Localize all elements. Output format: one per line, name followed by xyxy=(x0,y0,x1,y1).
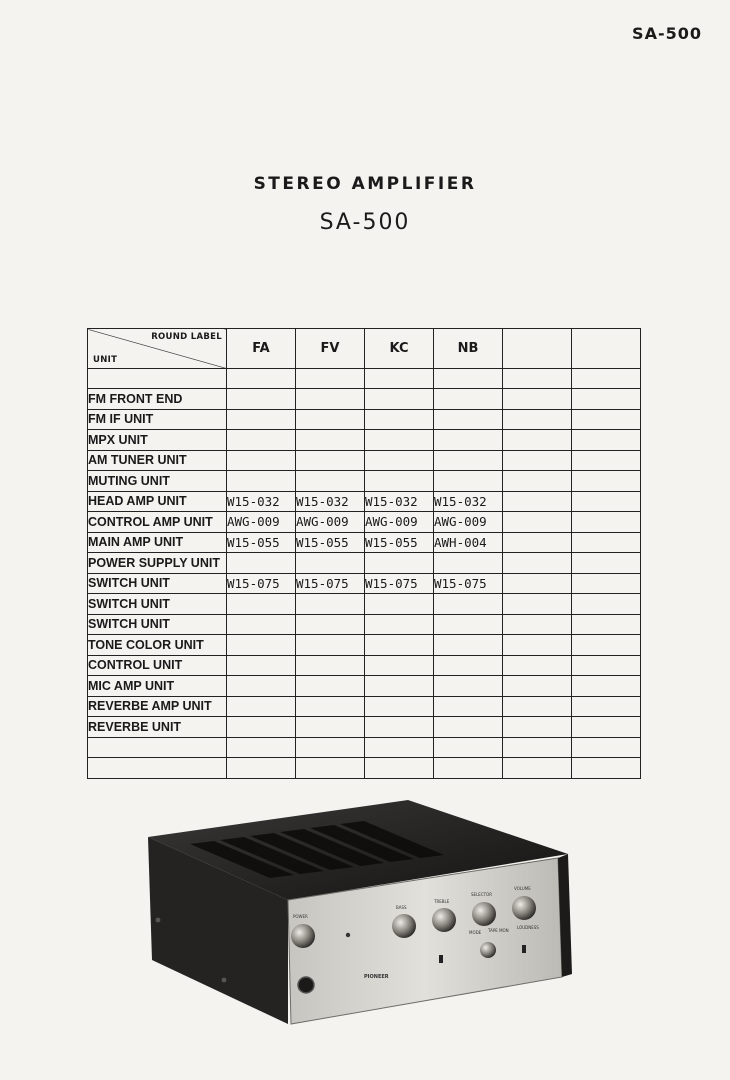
round-label-cell xyxy=(572,450,641,471)
round-label-cell xyxy=(434,717,503,738)
column-header xyxy=(503,329,572,369)
round-label-cell xyxy=(227,635,296,656)
column-header xyxy=(572,329,641,369)
unit-name-cell: SWITCH UNIT xyxy=(88,614,227,635)
round-label-cell xyxy=(434,696,503,717)
round-label-cell xyxy=(227,655,296,676)
table-row xyxy=(88,512,641,533)
unit-heading: UNIT xyxy=(93,355,118,365)
round-label-cell xyxy=(572,696,641,717)
round-label-cell xyxy=(434,614,503,635)
round-label-cell xyxy=(572,614,641,635)
mode-knob-icon xyxy=(480,942,496,958)
round-label-cell xyxy=(503,635,572,656)
unit-name-cell: FM FRONT END xyxy=(88,389,227,410)
round-label-cell: AWG-009 xyxy=(434,512,503,533)
round-label-cell xyxy=(296,737,365,758)
model-number: SA-500 xyxy=(319,210,411,235)
table-row xyxy=(88,614,641,635)
unit-name-cell: POWER SUPPLY UNIT xyxy=(88,553,227,574)
round-label-cell xyxy=(572,676,641,697)
round-label-cell xyxy=(365,717,434,738)
round-label-cell xyxy=(503,450,572,471)
round-label-cell xyxy=(503,676,572,697)
table-row xyxy=(88,409,641,430)
unit-name-cell: MIC AMP UNIT xyxy=(88,676,227,697)
round-label-cell xyxy=(434,737,503,758)
round-label-cell xyxy=(434,471,503,492)
table-row xyxy=(88,676,641,697)
corner-model-number: SA-500 xyxy=(632,24,702,43)
round-label-cell xyxy=(365,409,434,430)
round-label-cell xyxy=(227,471,296,492)
unit-name-cell: CONTROL UNIT xyxy=(88,655,227,676)
round-label-cell xyxy=(365,696,434,717)
selector-label: SELECTOR xyxy=(471,892,492,897)
treble-knob-icon xyxy=(432,908,456,932)
round-label-cell xyxy=(296,655,365,676)
brand-logo: PIONEER xyxy=(364,974,389,980)
round-label-cell xyxy=(227,676,296,697)
table-spacer-row xyxy=(88,369,641,389)
unit-name-cell xyxy=(88,758,227,779)
round-label-cell xyxy=(572,655,641,676)
round-label-cell xyxy=(227,450,296,471)
round-label-cell xyxy=(365,614,434,635)
table-row xyxy=(88,532,641,553)
round-label-cell xyxy=(365,430,434,451)
table-row xyxy=(88,635,641,656)
round-label-cell xyxy=(365,737,434,758)
power-label: POWER xyxy=(293,914,308,919)
column-header: FA xyxy=(227,329,296,369)
header-diagonal-cell xyxy=(88,329,227,369)
round-label-cell xyxy=(572,635,641,656)
round-label-cell: AWG-009 xyxy=(296,512,365,533)
bass-label: BASS xyxy=(396,905,407,910)
volume-knob-icon xyxy=(512,896,536,920)
toggle-switch-icon xyxy=(439,955,443,963)
round-label-cell xyxy=(503,594,572,615)
round-label-cell xyxy=(434,676,503,697)
column-header: NB xyxy=(434,329,503,369)
unit-table xyxy=(87,328,641,779)
round-label-cell xyxy=(434,594,503,615)
round-label-cell xyxy=(227,737,296,758)
mode-label: MODE xyxy=(469,930,482,935)
round-label-cell xyxy=(503,532,572,553)
treble-label: TREBLE xyxy=(434,899,450,904)
unit-name-cell: MUTING UNIT xyxy=(88,471,227,492)
volume-label: VOLUME xyxy=(514,886,531,891)
round-label-cell xyxy=(296,450,365,471)
unit-name-cell: CONTROL AMP UNIT xyxy=(88,512,227,533)
round-label-cell xyxy=(227,717,296,738)
round-label-cell: W15-032 xyxy=(434,491,503,512)
round-label-cell: W15-032 xyxy=(296,491,365,512)
unit-name-cell: HEAD AMP UNIT xyxy=(88,491,227,512)
column-header: KC xyxy=(365,329,434,369)
round-label-cell xyxy=(296,553,365,574)
selector-knob-icon xyxy=(472,902,496,926)
round-label-cell xyxy=(296,430,365,451)
round-label-cell xyxy=(296,717,365,738)
unit-name-cell: MPX UNIT xyxy=(88,430,227,451)
round-label-cell xyxy=(434,635,503,656)
round-label-cell xyxy=(572,430,641,451)
table-row xyxy=(88,737,641,758)
round-label-cell xyxy=(503,491,572,512)
round-label-cell xyxy=(365,676,434,697)
round-label-cell xyxy=(572,553,641,574)
amplifier-photo xyxy=(128,792,578,1052)
table-header-row xyxy=(88,329,641,369)
round-label-cell xyxy=(503,553,572,574)
unit-name-cell: SWITCH UNIT xyxy=(88,594,227,615)
round-label-cell xyxy=(434,409,503,430)
round-label-cell xyxy=(503,696,572,717)
round-label-cell: AWH-004 xyxy=(434,532,503,553)
round-label-cell xyxy=(503,614,572,635)
table-row xyxy=(88,471,641,492)
loudness-label: LOUDNESS xyxy=(517,925,539,930)
unit-name-cell: REVERBE UNIT xyxy=(88,717,227,738)
round-label-cell: W15-075 xyxy=(296,573,365,594)
round-label-cell xyxy=(503,471,572,492)
toggle-switch-icon xyxy=(522,945,526,953)
round-label-cell xyxy=(365,471,434,492)
table-row xyxy=(88,758,641,779)
round-label-cell xyxy=(296,389,365,410)
round-label-cell xyxy=(365,655,434,676)
round-label-cell xyxy=(572,758,641,779)
round-label-cell: W15-075 xyxy=(434,573,503,594)
column-header: FV xyxy=(296,329,365,369)
round-label-cell: AWG-009 xyxy=(227,512,296,533)
round-label-cell xyxy=(503,737,572,758)
round-label-cell xyxy=(227,758,296,779)
round-label-cell xyxy=(296,696,365,717)
table-row xyxy=(88,696,641,717)
table-row xyxy=(88,717,641,738)
round-label-cell xyxy=(572,573,641,594)
round-label-cell xyxy=(572,532,641,553)
table-row xyxy=(88,491,641,512)
round-label-cell xyxy=(296,409,365,430)
round-label-cell xyxy=(434,450,503,471)
round-label-cell xyxy=(434,553,503,574)
round-label-cell xyxy=(434,655,503,676)
round-label-cell xyxy=(572,737,641,758)
round-label-cell xyxy=(503,655,572,676)
round-label-cell xyxy=(503,512,572,533)
round-label-cell xyxy=(296,676,365,697)
table-row xyxy=(88,573,641,594)
round-label-cell xyxy=(365,635,434,656)
round-label-cell: W15-055 xyxy=(296,532,365,553)
bass-knob-icon xyxy=(392,914,416,938)
round-label-cell xyxy=(503,409,572,430)
round-label-cell xyxy=(227,594,296,615)
unit-name-cell: MAIN AMP UNIT xyxy=(88,532,227,553)
round-label-cell xyxy=(227,696,296,717)
round-label-cell: W15-055 xyxy=(365,532,434,553)
indicator-lamp-icon xyxy=(346,933,350,937)
round-label-cell xyxy=(572,409,641,430)
round-label-cell xyxy=(365,450,434,471)
round-label-cell: AWG-009 xyxy=(365,512,434,533)
round-label-cell xyxy=(572,389,641,410)
round-label-cell xyxy=(296,471,365,492)
round-label-cell xyxy=(296,614,365,635)
round-label-cell xyxy=(365,553,434,574)
unit-name-cell: FM IF UNIT xyxy=(88,409,227,430)
round-label-cell xyxy=(365,389,434,410)
round-label-cell xyxy=(503,717,572,738)
unit-name-cell xyxy=(88,737,227,758)
phones-jack-icon xyxy=(298,977,314,993)
round-label-cell xyxy=(503,389,572,410)
table-row xyxy=(88,450,641,471)
round-label-cell xyxy=(572,512,641,533)
table-row xyxy=(88,655,641,676)
round-label-cell xyxy=(227,430,296,451)
table-row xyxy=(88,553,641,574)
round-label-heading: ROUND LABEL xyxy=(151,332,222,342)
round-label-cell: W15-075 xyxy=(227,573,296,594)
round-label-cell xyxy=(296,594,365,615)
round-label-cell xyxy=(296,758,365,779)
round-label-cell xyxy=(227,409,296,430)
round-label-cell: W15-032 xyxy=(227,491,296,512)
round-label-cell xyxy=(572,471,641,492)
round-label-cell xyxy=(503,758,572,779)
round-label-cell xyxy=(503,573,572,594)
round-label-cell xyxy=(434,389,503,410)
round-label-cell xyxy=(227,553,296,574)
table-row xyxy=(88,430,641,451)
unit-name-cell: SWITCH UNIT xyxy=(88,573,227,594)
table-body xyxy=(88,389,641,779)
page-title: STEREO AMPLIFIER xyxy=(253,174,477,194)
tape-mon-label: TAPE MON xyxy=(488,928,509,933)
round-label-cell xyxy=(572,717,641,738)
unit-name-cell: TONE COLOR UNIT xyxy=(88,635,227,656)
round-label-cell xyxy=(503,430,572,451)
power-knob-icon xyxy=(291,924,315,948)
round-label-cell xyxy=(434,430,503,451)
unit-name-cell: REVERBE AMP UNIT xyxy=(88,696,227,717)
unit-name-cell: AM TUNER UNIT xyxy=(88,450,227,471)
round-label-cell xyxy=(227,614,296,635)
table-row xyxy=(88,389,641,410)
round-label-cell xyxy=(572,594,641,615)
round-label-cell: W15-075 xyxy=(365,573,434,594)
round-label-cell xyxy=(572,491,641,512)
round-label-cell: W15-032 xyxy=(365,491,434,512)
round-label-cell xyxy=(434,758,503,779)
round-label-cell: W15-055 xyxy=(227,532,296,553)
round-label-cell xyxy=(227,389,296,410)
round-label-cell xyxy=(365,758,434,779)
round-label-cell xyxy=(365,594,434,615)
round-label-cell xyxy=(296,635,365,656)
table-row xyxy=(88,594,641,615)
